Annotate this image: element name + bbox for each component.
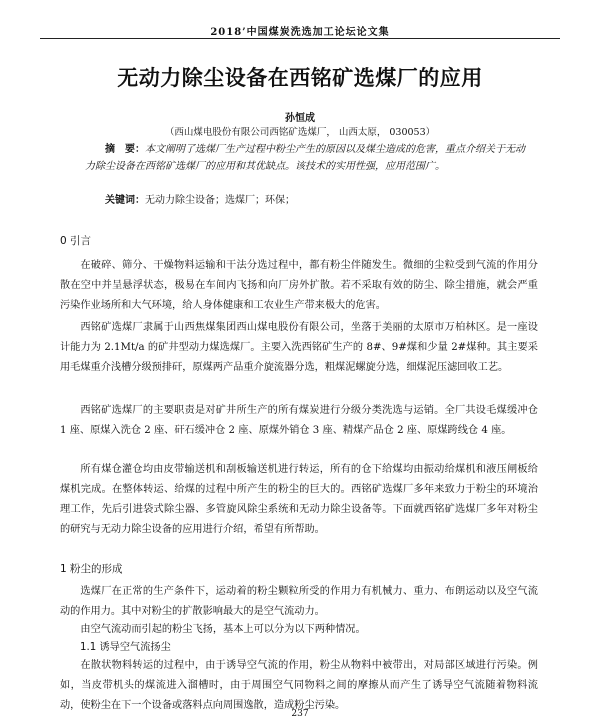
paper-title: 无动力除尘设备在西铭矿选煤厂的应用 <box>117 66 483 90</box>
keywords <box>85 194 530 208</box>
abstract-label: 摘 要： <box>105 144 145 155</box>
author-name: 孙恒成 <box>285 113 315 124</box>
keywords-label: 关键词： <box>105 195 145 206</box>
paragraph: 在散状物料转运的过程中，由于诱导空气流的作用，粉尘从物料中被带出，对局部区域进行污染。例如，当皮带机头的煤流进入溜槽时，由于周围空气同物料之间的摩擦从而产生了诱导空气流随着物料流动，使粉尘在下一个设备或落料点向周围逸散，造成粉尘污染。 <box>60 660 538 711</box>
paragraph: 由空气流动而引起的粉尘飞扬，基本上可以分为以下两种情况。 <box>80 624 366 635</box>
subsection-heading: 1.1 诱导空气流扬尘 <box>80 642 171 653</box>
running-header: 2018’中国煤炭洗选加工论坛论文集 <box>210 27 390 38</box>
keywords-text: 无动力除尘设备；选煤厂；环保； <box>145 195 295 206</box>
paragraph: 西铭矿选煤厂的主要职责是对矿井所生产的所有煤炭进行分级分类洗选与运销。全厂共设毛煤缓冲仓 1 座、原煤入洗仓 2 座、矸石缓冲仓 2 座、原煤外销仓 3 座、精煤产品仓 2 座、原煤跨线仓 4 座。 <box>60 405 538 436</box>
abstract-text: 本文阐明了选煤厂生产过程中粉尘产生的原因以及煤尘造成的危害，重点介绍关于无动力除尘设备在西铭矿选煤厂的应用和其优缺点。该技术的实用性强，应用范围广。 <box>85 144 525 172</box>
paragraph: 选煤厂在正常的生产条件下，运动着的粉尘颗粒所受的作用力有机械力、重力、布朗运动以及空气流动的作用力。其中对粉尘的扩散影响最大的是空气流动力。 <box>60 586 538 617</box>
section-heading-introduction: 0 引言 <box>60 235 92 247</box>
author-affiliation: （西山煤电股份有限公司西铭矿选煤厂， 山西太原， 030053） <box>164 127 436 138</box>
abstract <box>85 141 530 175</box>
paragraph: 西铭矿选煤厂隶属于山西焦煤集团西山煤电股份有限公司，坐落于美丽的太原市万柏林区。是一座设计能力为 2.1Mt/a 的矿井型动力煤选煤厂。主要入洗西铭矿生产的 8#、9#煤和少量 2#煤种。其主要采用毛煤重介浅槽分级预排矸，原煤两产品重介旋流器分选，粗煤泥螺旋分选，细煤泥压滤回收工艺。 <box>60 322 538 373</box>
section-heading-dust-formation: 1 粉尘的形成 <box>60 563 123 575</box>
page-number: 237 <box>291 709 309 719</box>
header-rule <box>40 38 560 39</box>
paragraph: 在破碎、筛分、干燥物料运输和干法分选过程中，都有粉尘伴随发生。微细的尘粒受到气流的作用分散在空中并呈悬浮状态，极易在车间内飞扬和向厂房外扩散。若不采取有效的防尘、除尘措施，就会严重污染作业场所和大气环境，给人身体健康和工农业生产带来极大的危害。 <box>60 260 538 311</box>
paragraph: 所有煤仓灌仓均由皮带输送机和刮板输送机进行转运，所有的仓下给煤均由振动给煤机和液压闸板给煤机完成。在整体转运、给煤的过程中所产生的粉尘的巨大的。西铭矿选煤厂多年来致力于粉尘的环境治理工作，先后引进袋式除尘器、多管旋风除尘系统和无动力除尘设备等。下面就西铭矿选煤厂多年对粉尘的研究与无动力除尘设备的应用进行介绍，希望有所帮助。 <box>60 464 538 535</box>
